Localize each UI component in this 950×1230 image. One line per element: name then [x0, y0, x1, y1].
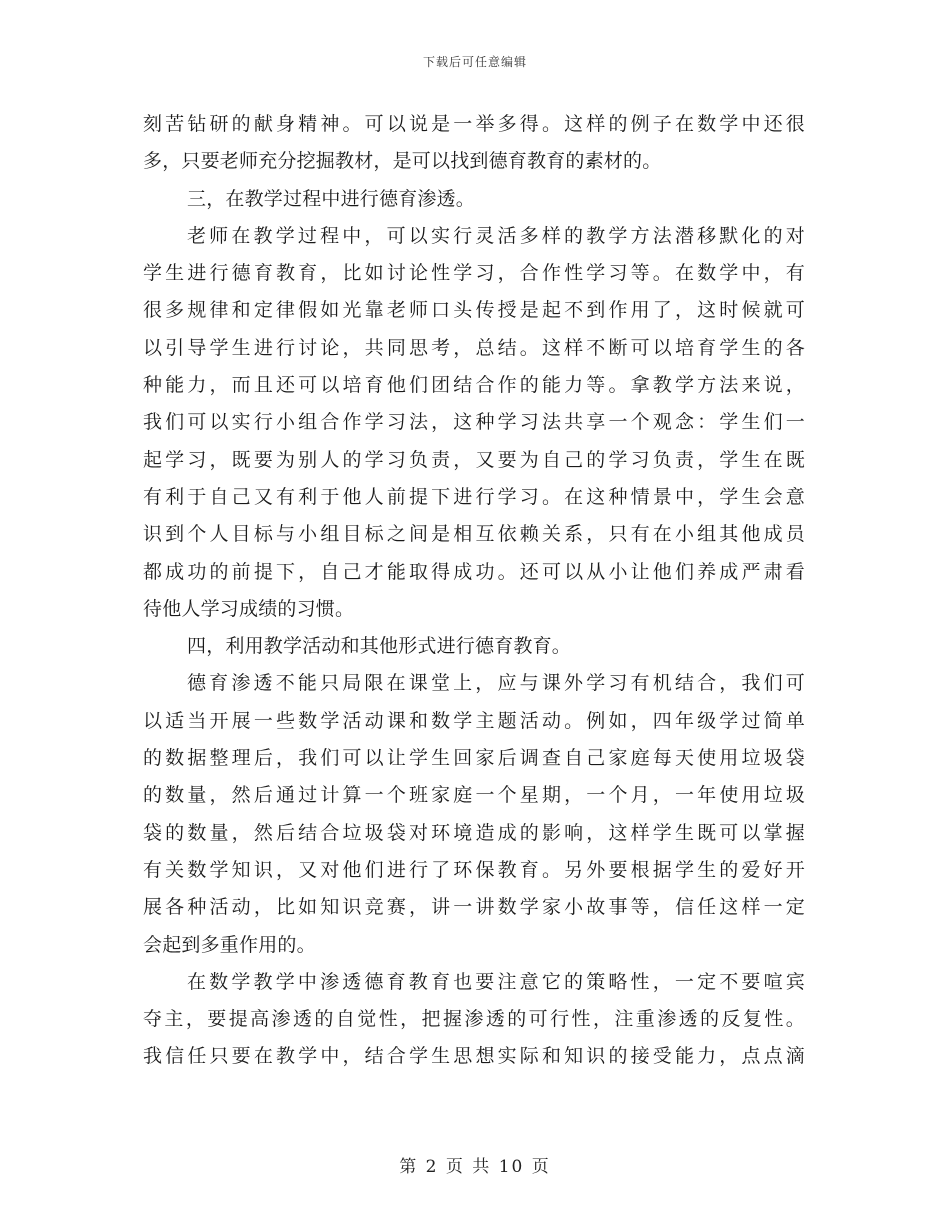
text-line: 袋的数量，然后结合垃圾袋对环境造成的影响，这样学生既可以掌握: [143, 821, 805, 844]
text-line: 有利于自己又有利于他人前提下进行学习。在这种情景中，学生会意: [143, 485, 805, 508]
page-footer: 第 2 页 共 10 页: [399, 1157, 551, 1177]
text-line: 德育渗透不能只局限在课堂上，应与课外学习有机结合，我们可: [187, 672, 805, 695]
text-line: 种能力，而且还可以培育他们团结合作的能力等。拿教学方法来说，: [143, 374, 805, 397]
text-line: 多，只要老师充分挖掘教材，是可以找到德育教育的素材的。: [143, 150, 662, 173]
text-line: 会起到多重作用的。: [143, 933, 316, 956]
text-line: 我信任只要在教学中，结合学生思想实际和知识的接受能力，点点滴: [143, 1045, 805, 1068]
document-body: [143, 106, 805, 1076]
text-line: 都成功的前提下，自己才能取得成功。还可以从小让他们养成严肃看: [143, 560, 805, 583]
text-line: 的数量，然后通过计算一个班家庭一个星期，一个月，一年使用垃圾: [143, 784, 805, 807]
text-line: 待他人学习成绩的习惯。: [143, 597, 355, 620]
text-line: 有关数学知识，又对他们进行了环保教育。另外要根据学生的爱好开: [143, 858, 805, 881]
text-line: 的数据整理后，我们可以让学生回家后调查自己家庭每天使用垃圾袋: [143, 747, 805, 770]
section-heading: 三，在教学过程中进行德育渗透。: [187, 187, 476, 210]
page-header: 下载后可任意编辑: [422, 55, 527, 69]
text-line: 以适当开展一些数学活动课和数学主题活动。例如，四年级学过简单: [143, 709, 805, 732]
text-line: 识到个人目标与小组目标之间是相互依赖关系，只有在小组其他成员: [143, 523, 805, 546]
text-line: 我们可以实行小组合作学习法，这种学习法共享一个观念：学生们一: [143, 411, 805, 434]
text-line: 展各种活动，比如知识竞赛，讲一讲数学家小故事等，信任这样一定: [143, 896, 805, 919]
text-line: 起学习，既要为别人的学习负责，又要为自己的学习负责，学生在既: [143, 448, 805, 471]
section-heading: 四，利用教学活动和其他形式进行德育教育。: [187, 635, 572, 658]
text-line: 夺主，要提高渗透的自觉性，把握渗透的可行性，注重渗透的反复性。: [143, 1008, 805, 1031]
text-line: 很多规律和定律假如光靠老师口头传授是起不到作用了，这时候就可: [143, 299, 805, 322]
text-line: 以引导学生进行讨论，共同思考，总结。这样不断可以培育学生的各: [143, 336, 805, 359]
text-line: 在数学教学中渗透德育教育也要注意它的策略性，一定不要喧宾: [187, 970, 805, 993]
text-line: 刻苦钻研的献身精神。可以说是一举多得。这样的例子在数学中还很: [143, 113, 805, 135]
text-line: 老师在教学过程中，可以实行灵活多样的教学方法潜移默化的对: [187, 224, 805, 247]
text-line: 学生进行德育教育，比如讨论性学习，合作性学习等。在数学中，有: [143, 262, 805, 285]
